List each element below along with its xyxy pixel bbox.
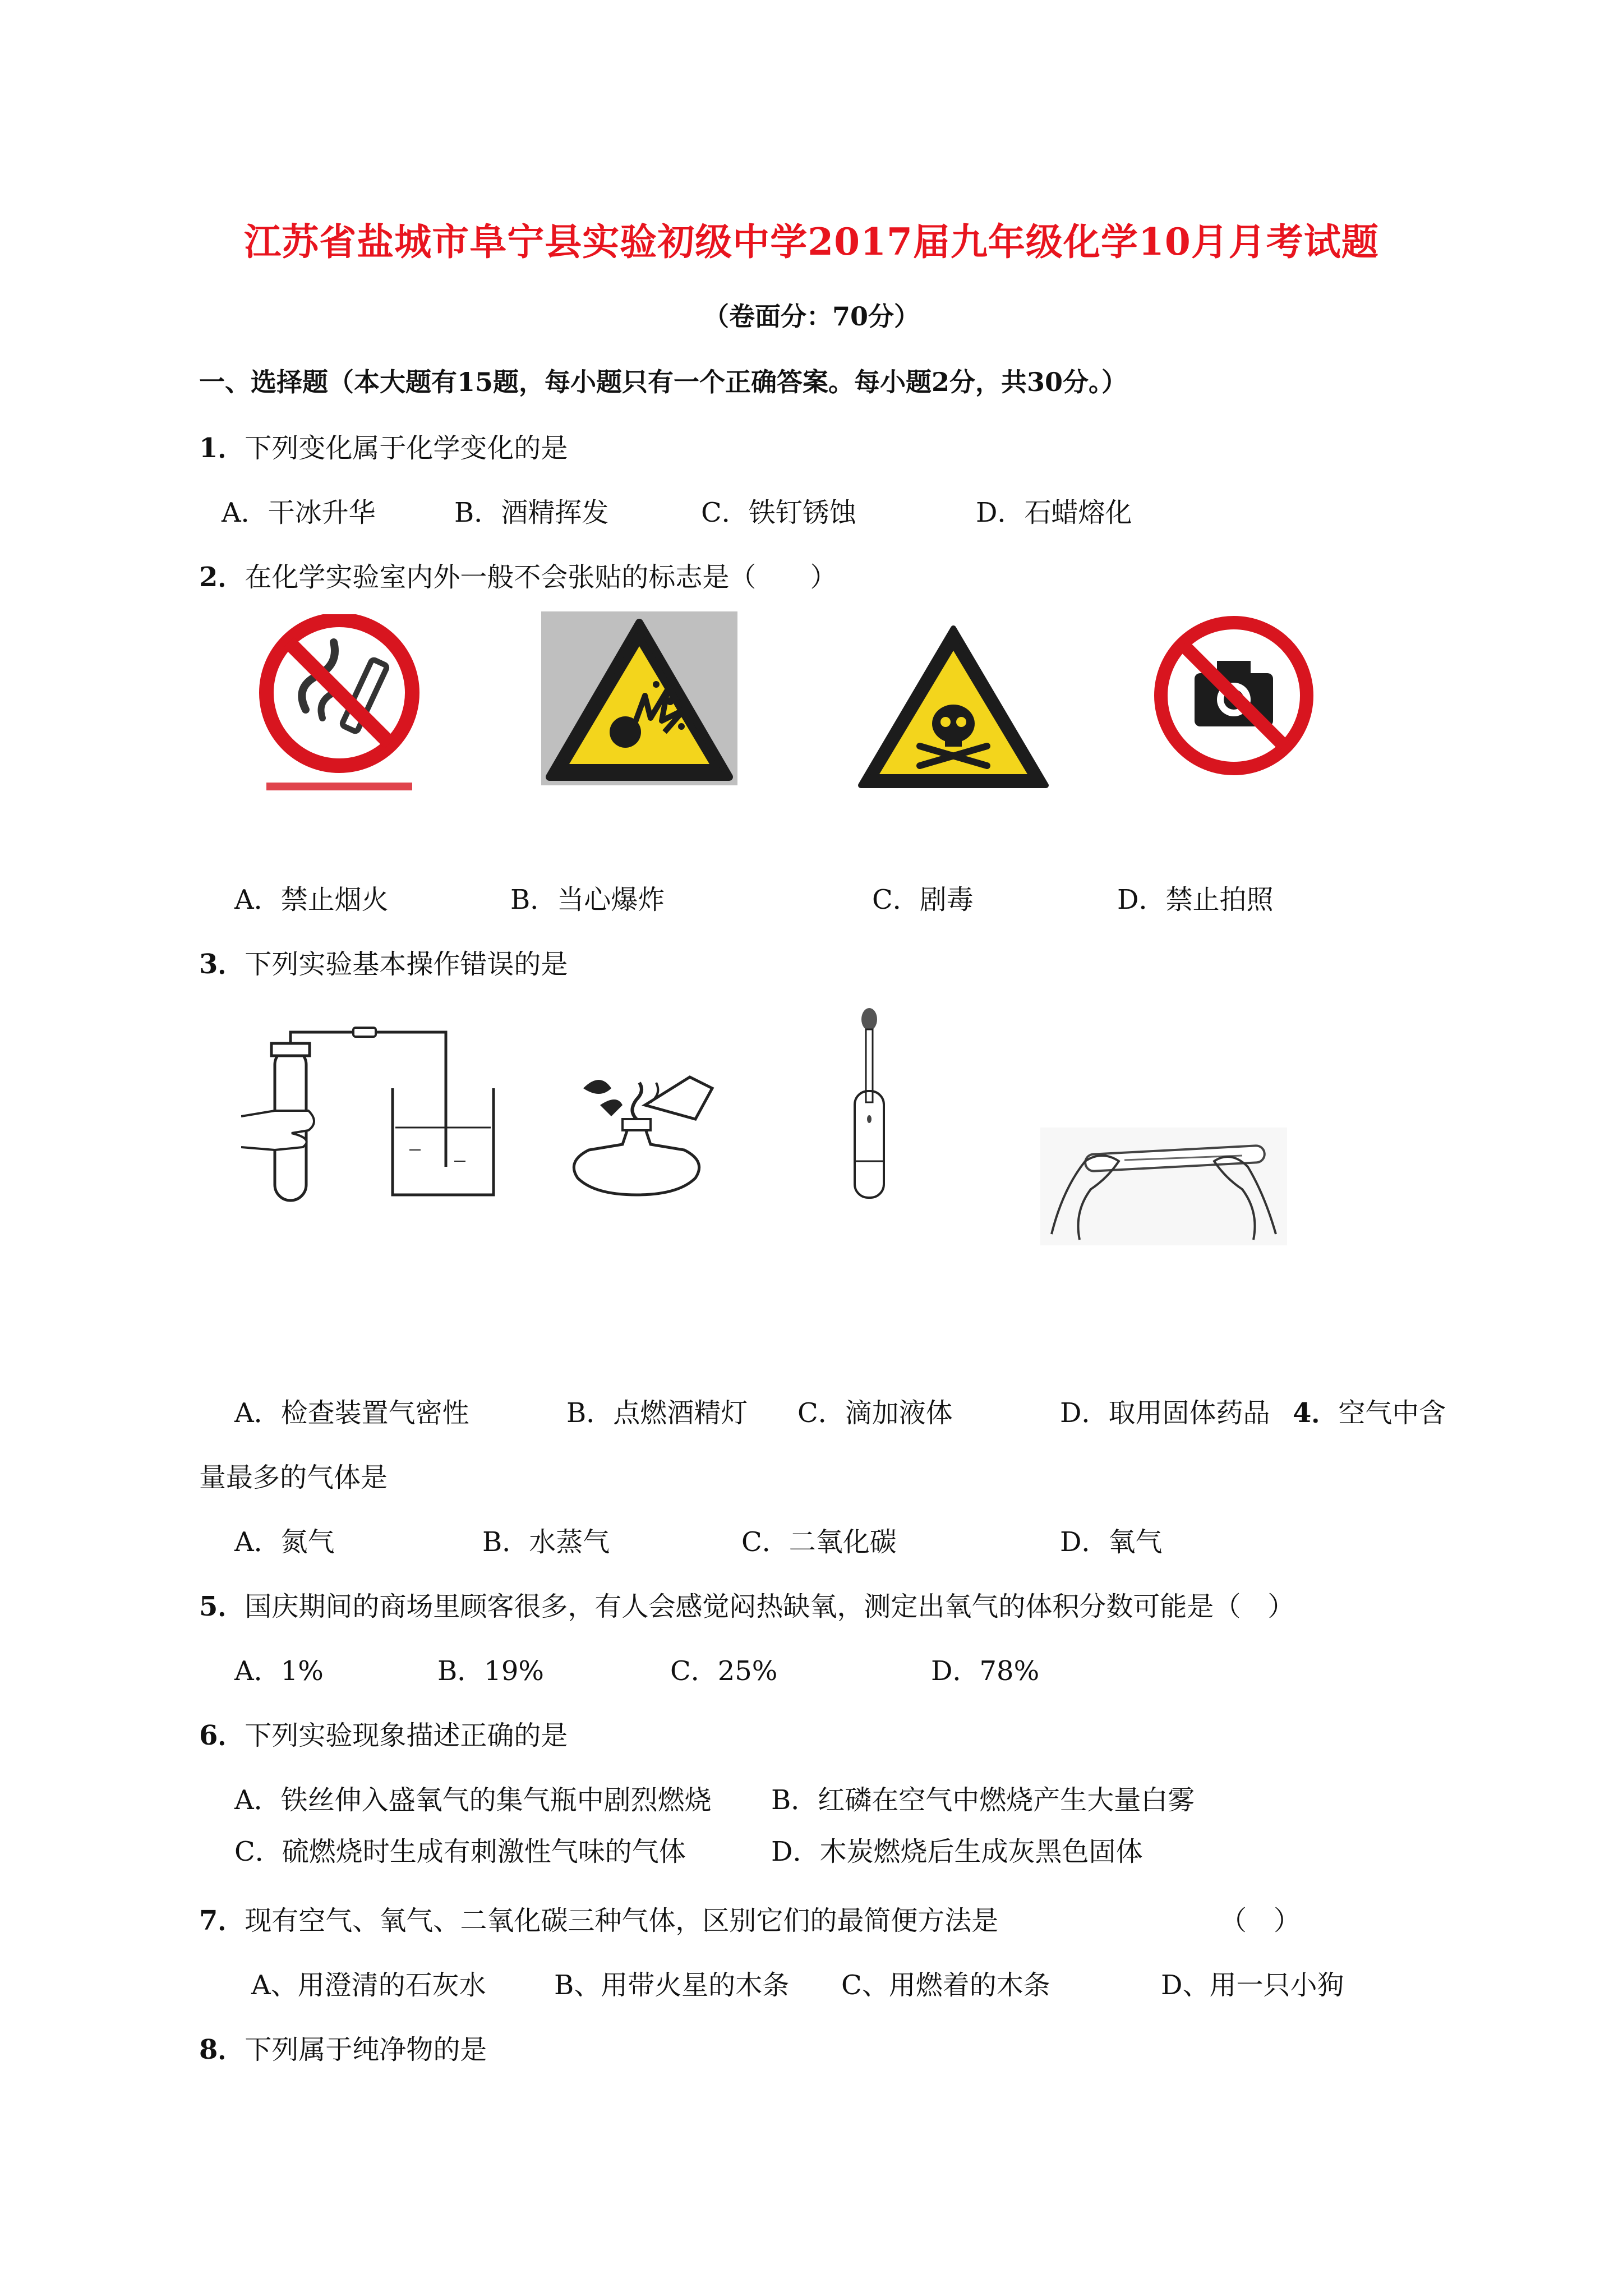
explosion-warning-sign-icon <box>541 611 737 785</box>
section-heading: 一、选择题（本大题有15题，每小题只有一个正确答案。每小题2分，共30分。） <box>199 367 1128 397</box>
option-c: C．铁钉锈蚀 <box>701 497 856 528</box>
question-text: 下列实验现象描述正确的是 <box>245 1720 568 1751</box>
question-3 <box>199 942 568 981</box>
question-text: 下列实验基本操作错误的是 <box>245 949 568 980</box>
question-text: 国庆期间的商场里顾客很多，有人会感觉闷热缺氧，测定出氧气的体积分数可能是（ ） <box>245 1591 1295 1622</box>
option-c: C．硫燃烧时生成有刺激性气味的气体 <box>234 1836 686 1867</box>
exam-score-note: （卷面分：70分） <box>703 301 920 332</box>
no-photography-sign-icon <box>1136 611 1332 785</box>
question-2 <box>199 555 837 594</box>
option-a: A．干冰升华 <box>222 497 376 528</box>
no-smoking-sign-icon <box>255 614 435 794</box>
toxic-warning-sign-icon <box>852 620 1054 794</box>
option-d: D、用一只小狗 <box>1161 1970 1344 2001</box>
option-c: C、用燃着的木条 <box>841 1970 1050 2001</box>
option-d: D．石蜡熔化 <box>976 497 1132 528</box>
option-b: B．19% <box>437 1655 544 1687</box>
question-number: 1． <box>199 432 245 464</box>
question-5 <box>199 1585 1294 1623</box>
option-d: D．取用固体药品 <box>1060 1397 1270 1429</box>
alcohol-lamp-lighting-icon <box>566 1066 718 1200</box>
option-c: C．二氧化碳 <box>741 1526 897 1558</box>
option-b: B．水蒸气 <box>482 1526 610 1558</box>
option-a: A．铁丝伸入盛氧气的集气瓶中剧烈燃烧 <box>234 1784 712 1816</box>
option-b: B．酒精挥发 <box>454 497 609 528</box>
option-a: A．氮气 <box>234 1526 335 1558</box>
question-8 <box>199 2028 487 2067</box>
option-b: B．红磷在空气中燃烧产生大量白雾 <box>771 1784 1195 1816</box>
option-c: C．剧毒 <box>872 884 974 915</box>
question-4 <box>1293 1391 1446 1430</box>
option-d: D．氧气 <box>1060 1526 1163 1558</box>
solid-reagent-handling-icon <box>1040 1128 1287 1245</box>
question-6 <box>199 1714 568 1752</box>
option-b: B．当心爆炸 <box>510 884 665 915</box>
option-c: C．25% <box>670 1655 778 1687</box>
option-b: B、用带火星的木条 <box>554 1970 790 2001</box>
question-number: 3． <box>199 949 245 980</box>
question-1 <box>199 426 568 465</box>
question-number: 2． <box>199 562 245 593</box>
option-a: A．禁止烟火 <box>234 884 389 915</box>
question-text: 下列属于纯净物的是 <box>245 2034 487 2065</box>
option-a: A、用澄清的石灰水 <box>251 1970 486 2001</box>
question-number: 6． <box>199 1720 245 1751</box>
option-d: D．78% <box>931 1655 1040 1687</box>
page-title: 江苏省盐城市阜宁县实验初级中学2017届九年级化学10月月考试题 <box>244 220 1379 264</box>
question-text: 下列变化属于化学变化的是 <box>245 432 568 464</box>
question-text: 现有空气、氧气、二氧化碳三种气体，区别它们的最简便方法是 <box>245 1905 999 1936</box>
question-text: 在化学实验室内外一般不会张贴的标志是（ ） <box>245 562 837 593</box>
answer-bracket: （ ） <box>1220 1905 1301 1936</box>
option-d: D．禁止拍照 <box>1117 884 1274 915</box>
option-a: A．1% <box>234 1655 324 1687</box>
question-7 <box>199 1899 998 1938</box>
question-4-continued: 量最多的气体是 <box>199 1462 388 1493</box>
airtight-check-apparatus-icon <box>241 1027 510 1206</box>
dropper-test-tube-icon <box>847 1007 892 1203</box>
option-b: B．点燃酒精灯 <box>566 1397 748 1429</box>
question-text: 空气中含 <box>1338 1397 1446 1429</box>
question-number: 5． <box>199 1591 245 1622</box>
question-number: 8． <box>199 2034 245 2065</box>
option-c: C．滴加液体 <box>797 1397 953 1429</box>
option-a: A．检查装置气密性 <box>234 1397 469 1429</box>
option-d: D．木炭燃烧后生成灰黑色固体 <box>771 1836 1143 1867</box>
question-number: 7． <box>199 1905 245 1936</box>
question-number: 4． <box>1293 1397 1339 1429</box>
